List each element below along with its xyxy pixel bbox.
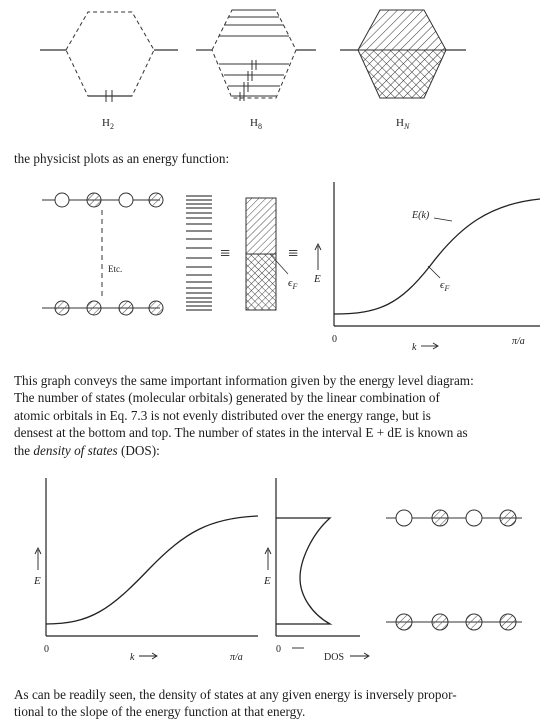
e-axis-label: E bbox=[314, 273, 321, 285]
ek-plot-bottom bbox=[33, 478, 258, 663]
origin-label-left: 0 bbox=[44, 644, 49, 655]
equiv-symbol-1: ≡ bbox=[220, 243, 231, 263]
band-block bbox=[246, 198, 276, 310]
h2-label: $H_2$ bbox=[102, 117, 114, 131]
ek-curve-bottom bbox=[46, 516, 258, 624]
dos-term: density of states bbox=[33, 442, 118, 458]
pi-over-a-label-bottom: π/a bbox=[230, 652, 243, 663]
e-axis-label-right: E bbox=[264, 575, 271, 587]
dos-axis-label: DOS bbox=[324, 652, 345, 663]
figure-energy-level-diagrams bbox=[0, 0, 545, 142]
origin-label-right: 0 bbox=[276, 644, 281, 655]
ek-curve bbox=[334, 199, 540, 314]
e-axis-label-left: E bbox=[34, 575, 41, 587]
orbital-chain-antibonding bbox=[386, 510, 522, 526]
origin-label: 0 bbox=[332, 334, 337, 345]
orbital-chain-bottom bbox=[42, 301, 163, 315]
paragraph-line: the density of states (DOS): bbox=[14, 442, 160, 458]
fermi-label-curve: $\epsilon_F$ bbox=[440, 279, 450, 293]
dos-figure-svg bbox=[0, 470, 545, 670]
ek-label: E(k) bbox=[412, 210, 430, 221]
k-axis-label: k bbox=[412, 342, 417, 353]
energy-level-diagrams-svg bbox=[0, 0, 545, 142]
k-axis-label-bottom: k bbox=[130, 652, 135, 663]
orbital-chain-bonding bbox=[386, 614, 522, 630]
paragraph-conclusion bbox=[14, 686, 530, 721]
hn-diagram bbox=[340, 10, 466, 131]
dos-plot bbox=[263, 478, 369, 663]
hn-label: $H_N$ bbox=[396, 117, 410, 131]
paragraph-line: tional to the slope of the energy function at that energy. bbox=[14, 704, 306, 720]
paragraph-line: atomic orbitals in Eq. 7.3 is not evenly distributed over the energy range, but is bbox=[14, 407, 431, 423]
paragraph-line: densest at the bottom and top. The number of states in the interval E + dE is known as bbox=[14, 425, 468, 441]
etc-label: Etc. bbox=[108, 264, 123, 274]
paragraph-line: This graph conveys the same important information given by the energy level diagram: bbox=[14, 373, 474, 388]
equiv-symbol-2: ≡ bbox=[288, 243, 299, 263]
figure-density-of-states bbox=[0, 470, 545, 670]
paragraph-line: As can be readily seen, the density of states at any given energy is inversely propor- bbox=[14, 687, 457, 702]
energy-function-svg bbox=[0, 174, 545, 364]
paragraph-density-of-states bbox=[14, 372, 532, 459]
energy-levels-stack bbox=[186, 196, 212, 310]
orbital-chain-top bbox=[42, 193, 163, 207]
fermi-label-band: $\epsilon_F$ bbox=[288, 277, 298, 291]
dos-curve bbox=[276, 518, 330, 624]
h8-diagram bbox=[196, 10, 316, 131]
figure-energy-function bbox=[0, 174, 545, 364]
paragraph-line: The number of states (molecular orbitals) generated by the linear combination of bbox=[14, 390, 440, 406]
pi-over-a-label: π/a bbox=[512, 336, 525, 347]
ek-plot bbox=[313, 182, 540, 353]
h2-diagram bbox=[40, 12, 178, 131]
paragraph-intro: the physicist plots as an energy function: bbox=[14, 151, 230, 166]
h8-label: $H_8$ bbox=[250, 117, 262, 131]
